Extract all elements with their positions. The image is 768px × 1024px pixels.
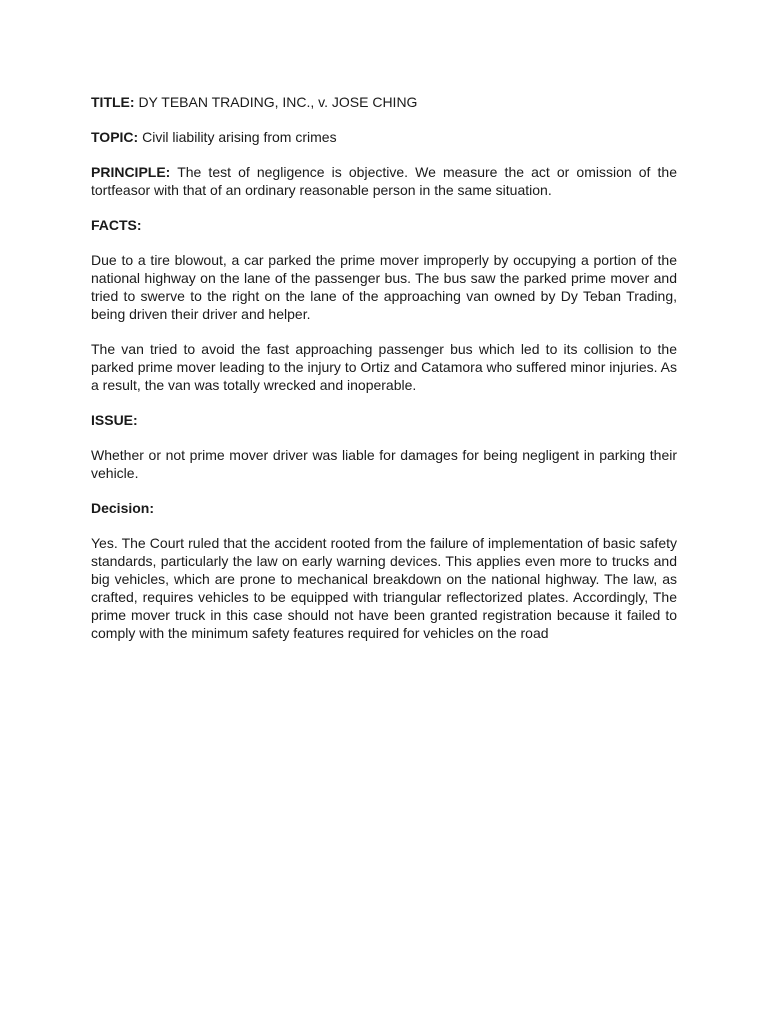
principle-label: PRINCIPLE: xyxy=(91,164,171,180)
facts-heading: FACTS: xyxy=(91,217,142,233)
principle-value: The test of negligence is objective. We measure the act or omission of the tortfeasor with that of an ordinary reasonable person in the same situation. xyxy=(91,164,678,198)
facts-paragraph-1: Due to a tire blowout, a car parked the prime mover improperly by occupying a portion of the national highway on the lane of the passenger bus. The bus saw the parked prime mover and tried to swerve to the right on the lane of the approaching van owned by Dy Teban Trading, being driven their driver and helper. xyxy=(91,252,677,322)
title-label: TITLE: xyxy=(91,94,135,110)
case-principle xyxy=(91,163,677,199)
decision-heading: Decision: xyxy=(91,500,155,516)
case-title xyxy=(91,93,677,111)
issue-text: Whether or not prime mover driver was liable for damages for being negligent in parking their vehicle. xyxy=(91,447,677,481)
document-page xyxy=(91,93,677,659)
topic-label: TOPIC: xyxy=(91,129,139,145)
topic-value: Civil liability arising from crimes xyxy=(142,129,337,145)
decision-text: Yes. The Court ruled that the accident rooted from the failure of implementation of basic safety standards, particularly the law on early warning devices. This applies even more to trucks and big vehicles, which are prone to mechanical breakdown on the national highway. The law, as crafted, requires vehicles to be equipped with triangular reflectorized plates. Accordingly, The prime mover truck in this case should not have been granted registration because it failed to comply with the minimum safety features required for vehicles on the road xyxy=(91,535,677,641)
issue-heading: ISSUE: xyxy=(91,412,138,428)
case-topic xyxy=(91,128,677,146)
facts-paragraph-2: The van tried to avoid the fast approaching passenger bus which led to its collision to the parked prime mover leading to the injury to Ortiz and Catamora who suffered minor injuries. As a result, the van was totally wrecked and inoperable. xyxy=(91,341,677,393)
title-value: DY TEBAN TRADING, INC., v. JOSE CHING xyxy=(138,94,418,110)
